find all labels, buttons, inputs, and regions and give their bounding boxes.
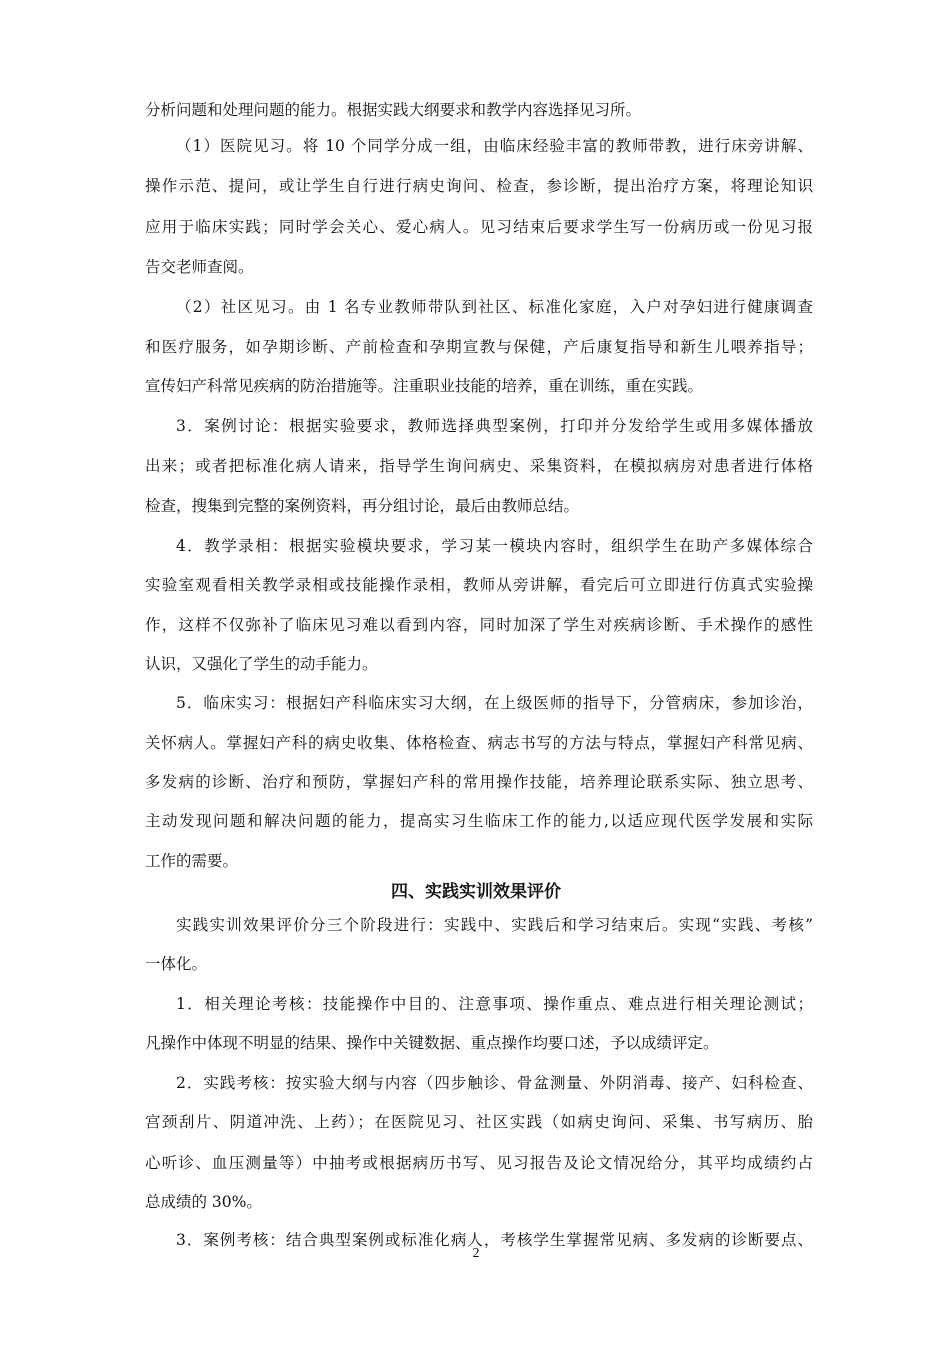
text-line: 工作的需要。: [145, 852, 239, 870]
text-line: 凡操作中体现不明显的结果、操作中关键数据、重点操作均要口述，予以成绩评定。: [145, 1034, 719, 1052]
text-line: 3．案例考核：结合典型案例或标准化病人，考核学生掌握常见病、多发病的诊断要点、: [176, 1231, 813, 1249]
text-line: 和医疗服务，如孕期诊断、产前检查和孕期宣教与保健，产后康复指导和新生儿喂养指导；: [145, 338, 813, 356]
text-line: 3．案例讨论：根据实验要求，教师选择典型案例，打印并分发给学生或用多媒体播放: [176, 417, 813, 435]
text-line: 告交老师查阅。: [145, 258, 254, 276]
text-line: 5．临床实习：根据妇产科临床实习大纲，在上级医师的指导下，分管病床，参加诊治，: [176, 694, 813, 712]
text-line: 应用于临床实践；同时学会关心、爱心病人。见习结束后要求学生写一份病历或一份见习报: [145, 218, 813, 236]
text-line: 操作示范、提问，或让学生自行进行病史询问、检查，参诊断，提出治疗方案，将理论知识: [145, 177, 813, 195]
text-line: 2．实践考核：按实验大纲与内容（四步触诊、骨盆测量、外阴消毒、接产、妇科检查、: [176, 1074, 813, 1092]
text-line: （1）医院见习。将 10 个同学分成一组，由临床经验丰富的教师带教，进行床旁讲解、: [176, 137, 813, 155]
section-heading: 四、实践实训效果评价: [391, 882, 561, 902]
page-number: 2: [472, 1246, 480, 1261]
text-line: 1．相关理论考核：技能操作中目的、注意事项、操作重点、难点进行相关理论测试；: [176, 995, 813, 1013]
text-line: 作，这样不仅弥补了临床见习难以看到内容，同时加深了学生对疾病诊断、手术操作的感性: [145, 616, 813, 634]
text-line: 分析问题和处理问题的能力。根据实践大纲要求和教学内容选择见习所。: [145, 101, 642, 119]
text-line: 认识，又强化了学生的动手能力。: [145, 655, 378, 673]
text-line: （2）社区见习。由 1 名专业教师带队到社区、标准化家庭，入户对孕妇进行健康调查: [176, 298, 813, 316]
text-line: 实践实训效果评价分三个阶段进行：实践中、实践后和学习结束后。实现“实践、考核”: [176, 916, 813, 934]
text-line: 总成绩的 30%。: [145, 1193, 262, 1211]
text-line: 关怀病人。掌握妇产科的病史收集、体格检查、病志书写的方法与特点，掌握妇产科常见病、: [145, 734, 813, 752]
text-line: 实验室观看相关教学录相或技能操作录相，教师从旁讲解，看完后可立即进行仿真式实验操: [145, 576, 813, 594]
text-line: 出来；或者把标准化病人请来，指导学生询问病史、采集资料，在模拟病房对患者进行体格: [145, 457, 813, 475]
text-line: 心听诊、血压测量等）中抽考或根据病历书写、见习报告及论文情况给分，其平均成绩约占: [145, 1154, 813, 1172]
text-line: 宫颈刮片、阴道冲洗、上药）；在医院见习、社区实践（如病史询问、采集、书写病历、胎: [145, 1113, 813, 1131]
text-line: 一体化。: [145, 955, 208, 973]
text-line: 多发病的诊断、治疗和预防，掌握妇产科的常用操作技能，培养理论联系实际、独立思考、: [145, 773, 813, 791]
text-line: 4．教学录相：根据实验模块要求，学习某一模块内容时，组织学生在助产多媒体综合: [176, 537, 813, 555]
text-line: 主动发现问题和解决问题的能力，提高实习生临床工作的能力,以适应现代医学发展和实际: [145, 812, 813, 830]
text-line: 宣传妇产科常见疾病的防治措施等。注重职业技能的培养，重在训练，重在实践。: [145, 377, 704, 395]
text-line: 检查，搜集到完整的案例资料，再分组讨论，最后由教师总结。: [145, 497, 580, 515]
